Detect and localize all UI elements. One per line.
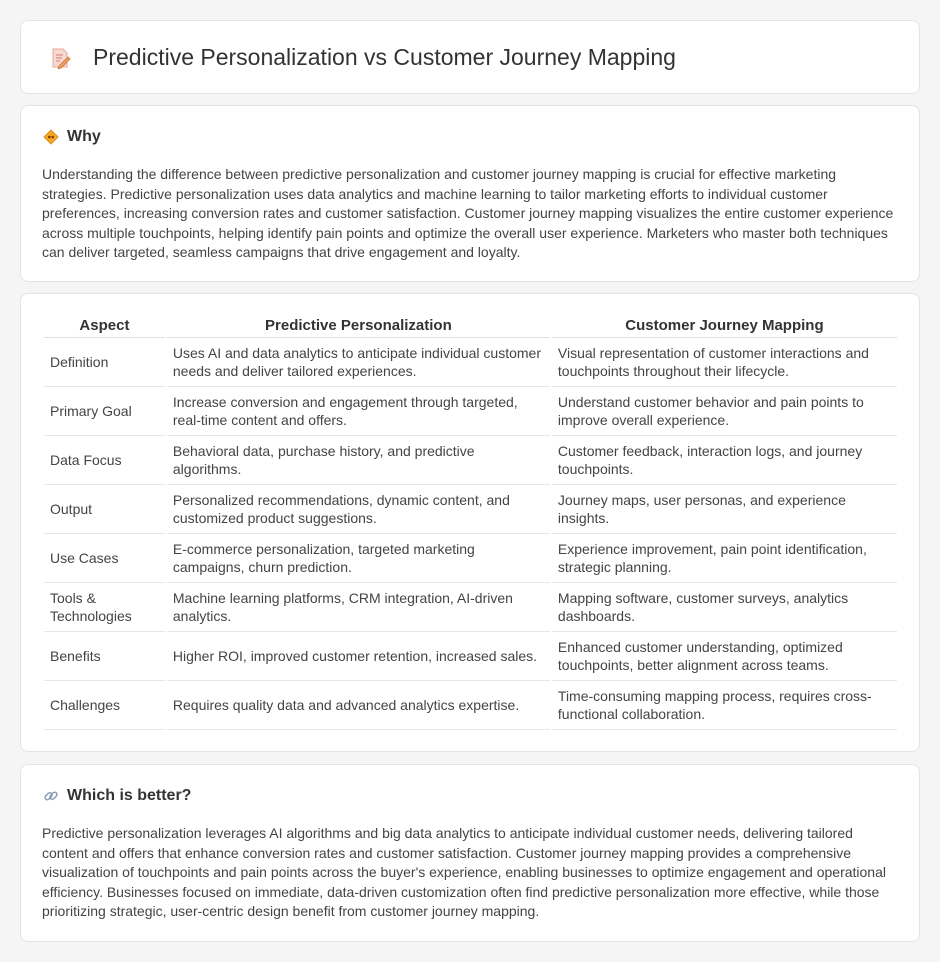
better-heading bbox=[43, 787, 191, 805]
journey-cell: Journey maps, user personas, and experience insights. bbox=[552, 485, 897, 534]
title-card bbox=[20, 20, 920, 94]
predictive-cell: E-commerce personalization, targeted marketing campaigns, churn prediction. bbox=[167, 534, 550, 583]
link-icon bbox=[43, 788, 59, 804]
aspect-cell: Challenges bbox=[44, 681, 165, 730]
why-heading-label: Why bbox=[67, 128, 101, 145]
aspect-cell: Data Focus bbox=[44, 436, 165, 485]
predictive-cell: Behavioral data, purchase history, and predictive algorithms. bbox=[167, 436, 550, 485]
table-row bbox=[44, 485, 897, 534]
comparison-table bbox=[42, 316, 899, 730]
table-row bbox=[44, 436, 897, 485]
aspect-cell: Definition bbox=[44, 338, 165, 387]
journey-cell: Time-consuming mapping process, requires cross-functional collaboration. bbox=[552, 681, 897, 730]
why-heading bbox=[43, 128, 101, 146]
better-heading-label: Which is better? bbox=[67, 787, 192, 804]
predictive-cell: Higher ROI, improved customer retention, increased sales. bbox=[167, 632, 550, 681]
pencil-document-icon bbox=[49, 47, 71, 69]
journey-cell: Understand customer behavior and pain points to improve overall experience. bbox=[552, 387, 897, 436]
journey-cell: Customer feedback, interaction logs, and journey touchpoints. bbox=[552, 436, 897, 485]
page-title: Predictive Personalization vs Customer Journey Mapping bbox=[93, 44, 676, 70]
why-section bbox=[20, 105, 920, 282]
table-row bbox=[44, 387, 897, 436]
table-row bbox=[44, 632, 897, 681]
header-predictive-personalization: Predictive Personalization bbox=[167, 316, 550, 338]
predictive-cell: Increase conversion and engagement through targeted, real-time content and offers. bbox=[167, 387, 550, 436]
why-text: Understanding the difference between predictive personalization and customer journey mapping is crucial for effective marketing strategies. Predictive personalization uses data analytics and machine learning to tailor marketing efforts to individual customer preferences, increasing conversion rates and customer satisfaction. Customer journey mapping visualizes the entire customer experience across multiple touchpoints, helping identify pain points and optimize the overall user experience. Marketers who master both techniques can deliver targeted, seamless campaigns that drive engagement and loyalty. bbox=[42, 166, 894, 261]
journey-cell: Visual representation of customer interactions and touchpoints throughout their lifecycle. bbox=[552, 338, 897, 387]
predictive-cell: Machine learning platforms, CRM integration, AI-driven analytics. bbox=[167, 583, 550, 632]
header-customer-journey-mapping: Customer Journey Mapping bbox=[552, 316, 897, 338]
predictive-cell: Personalized recommendations, dynamic content, and customized product suggestions. bbox=[167, 485, 550, 534]
predictive-cell: Uses AI and data analytics to anticipate individual customer needs and deliver tailored experiences. bbox=[167, 338, 550, 387]
journey-cell: Experience improvement, pain point identification, strategic planning. bbox=[552, 534, 897, 583]
table-row bbox=[44, 534, 897, 583]
better-text: Predictive personalization leverages AI algorithms and big data analytics to anticipate individual customer needs, delivering tailored content and offers that enhance conversion rates and customer satisfaction. Customer journey mapping provides a comprehensive visualization of touchpoints and pain points across the buyer's experience, enabling businesses to optimize engagement and operational efficiency. Businesses focused on immediate, data-driven customization often find predictive personalization more effective, while those prioritizing strategic, user-centric design benefit from customer journey mapping. bbox=[42, 825, 886, 920]
table-header-row bbox=[44, 316, 897, 338]
aspect-cell: Use Cases bbox=[44, 534, 165, 583]
table-row bbox=[44, 583, 897, 632]
aspect-cell: Primary Goal bbox=[44, 387, 165, 436]
journey-cell: Mapping software, customer surveys, analytics dashboards. bbox=[552, 583, 897, 632]
aspect-cell: Tools & Technologies bbox=[44, 583, 165, 632]
aspect-cell: Output bbox=[44, 485, 165, 534]
aspect-cell: Benefits bbox=[44, 632, 165, 681]
predictive-cell: Requires quality data and advanced analytics expertise. bbox=[167, 681, 550, 730]
table-row bbox=[44, 681, 897, 730]
journey-cell: Enhanced customer understanding, optimized touchpoints, better alignment across teams. bbox=[552, 632, 897, 681]
diamond-sign-icon bbox=[43, 129, 59, 145]
comparison-table-card bbox=[20, 293, 920, 752]
table-row bbox=[44, 338, 897, 387]
header-aspect: Aspect bbox=[44, 316, 165, 338]
which-is-better-section bbox=[20, 764, 920, 942]
